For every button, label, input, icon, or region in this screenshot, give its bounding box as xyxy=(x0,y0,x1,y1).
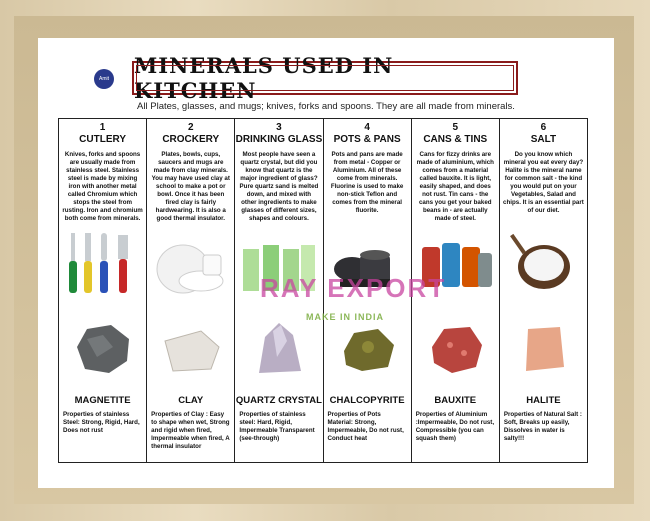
mineral-name: QUARTZ CRYSTAL xyxy=(235,395,322,406)
poster-title: MINERALS USED IN KITCHEN xyxy=(134,53,394,103)
mineral-name: CHALCOPYRITE xyxy=(329,395,405,406)
cans-icon xyxy=(418,229,493,299)
column-number: 5 xyxy=(452,122,459,133)
column-title: CROCKERY xyxy=(162,134,220,145)
salt-bowl-icon xyxy=(506,229,581,299)
column-title: POTS & PANS xyxy=(333,134,401,145)
column-number: 1 xyxy=(99,122,106,133)
column-cutlery xyxy=(59,119,147,462)
clay-rock-image xyxy=(161,317,220,381)
column-title: CUTLERY xyxy=(79,134,127,145)
amity-logo xyxy=(94,69,114,89)
mineral-properties: Properties of stainless steel: Hard, Rigid, Impermeable Transparent (see-through) xyxy=(239,411,315,443)
mineral-name: HALITE xyxy=(526,395,561,406)
column-title: SALT xyxy=(530,134,557,145)
column-title: CANS & TINS xyxy=(423,134,488,145)
cutlery-icon xyxy=(65,229,140,299)
column-salt xyxy=(500,119,587,462)
column-description: Most people have seen a quartz crystal, but did you know that quartz is the major ingredient of glass? Pure quartz sand is melted down, and mixed with other ingredients to make glasses of different sizes, shapes and colours. xyxy=(239,151,319,222)
glasses-icon xyxy=(241,229,316,299)
minerals-grid xyxy=(58,118,588,463)
mineral-properties: Properties of stainless Steel: Strong, Rigid, Hard, Does not rust xyxy=(63,411,140,435)
logo-text: Amit xyxy=(99,76,109,82)
mineral-name: CLAY xyxy=(178,395,204,406)
column-description: Knives, forks and spoons are usually made from stainless steel. Stainless steel is made by mixing iron with another metal called Chromium which stops the steel from rusting. Iron and chromium both come from minerals. xyxy=(62,151,143,222)
crockery-icon xyxy=(153,229,228,299)
title-box xyxy=(132,53,518,103)
column-description: Plates, bowls, cups, saucers and mugs are made from clay minerals. You may have used clay at school to make a pot or bowl. Once it has been fired clay is fairly hardwearing. It is also a good thermal insulator. xyxy=(151,151,230,222)
column-description: Pots and pans are made from metal - Copper or Aluminium. All of these come from minerals. Fluorine is used to make non-stick Teflon and comes from the mineral fluorite. xyxy=(330,151,404,214)
poster xyxy=(38,38,614,488)
halite-rock-image xyxy=(514,317,573,381)
column-number: 4 xyxy=(364,122,370,133)
bauxite-rock-image xyxy=(426,317,485,381)
watermark-main: RAY EXPORT xyxy=(260,273,447,303)
poster-subtitle: All Plates, glasses, and mugs; knives, forks and spoons. They are all made from minerals. xyxy=(137,101,515,112)
column-title: DRINKING GLASS xyxy=(235,134,323,145)
pots-icon xyxy=(330,229,405,299)
chalcopyrite-rock-image xyxy=(338,317,397,381)
column-crockery xyxy=(147,119,235,462)
mineral-properties: Properties of Natural Salt : Soft, Breaks up easily, Dissolves in water is salty!!! xyxy=(503,411,582,443)
column-description: Cans for fizzy drinks are made of aluminium, which comes from a material called bauxite. It is light, easily shaped, and does not rust. Tin cans - the cans you get your baked beans in - are actually made of steel. xyxy=(416,151,494,222)
column-number: 2 xyxy=(187,122,194,133)
mineral-name: BAUXITE xyxy=(434,395,477,406)
column-number: 6 xyxy=(540,122,547,133)
mineral-properties: Properties of Aluminium :Impermeable, Do not rust, Compressible (you can squash them) xyxy=(415,411,495,443)
magnetite-rock-image xyxy=(73,317,132,381)
column-number: 3 xyxy=(276,122,282,133)
quartz-crystal-image xyxy=(249,317,308,381)
mineral-name: MAGNETITE xyxy=(74,395,131,406)
mineral-properties: Properties of Clay : Easy to shape when wet, Strong and rigid when fired, Impermeable when fired, A thermal insulator xyxy=(151,411,230,451)
column-pots-pans xyxy=(324,119,412,462)
column-description: Do you know which mineral you eat every day? Halite is the mineral name for common salt - the kind you would put on your Vegetables, Salad and chips. It is an essential part of our diet. xyxy=(503,151,584,214)
watermark-sub: MAKE IN INDIA xyxy=(306,312,384,322)
column-drinking-glass xyxy=(235,119,323,462)
mineral-properties: Properties of Pots Material: Strong, Impermeable, Do not rust, Conduct heat xyxy=(327,411,404,443)
column-cans-tins xyxy=(412,119,500,462)
